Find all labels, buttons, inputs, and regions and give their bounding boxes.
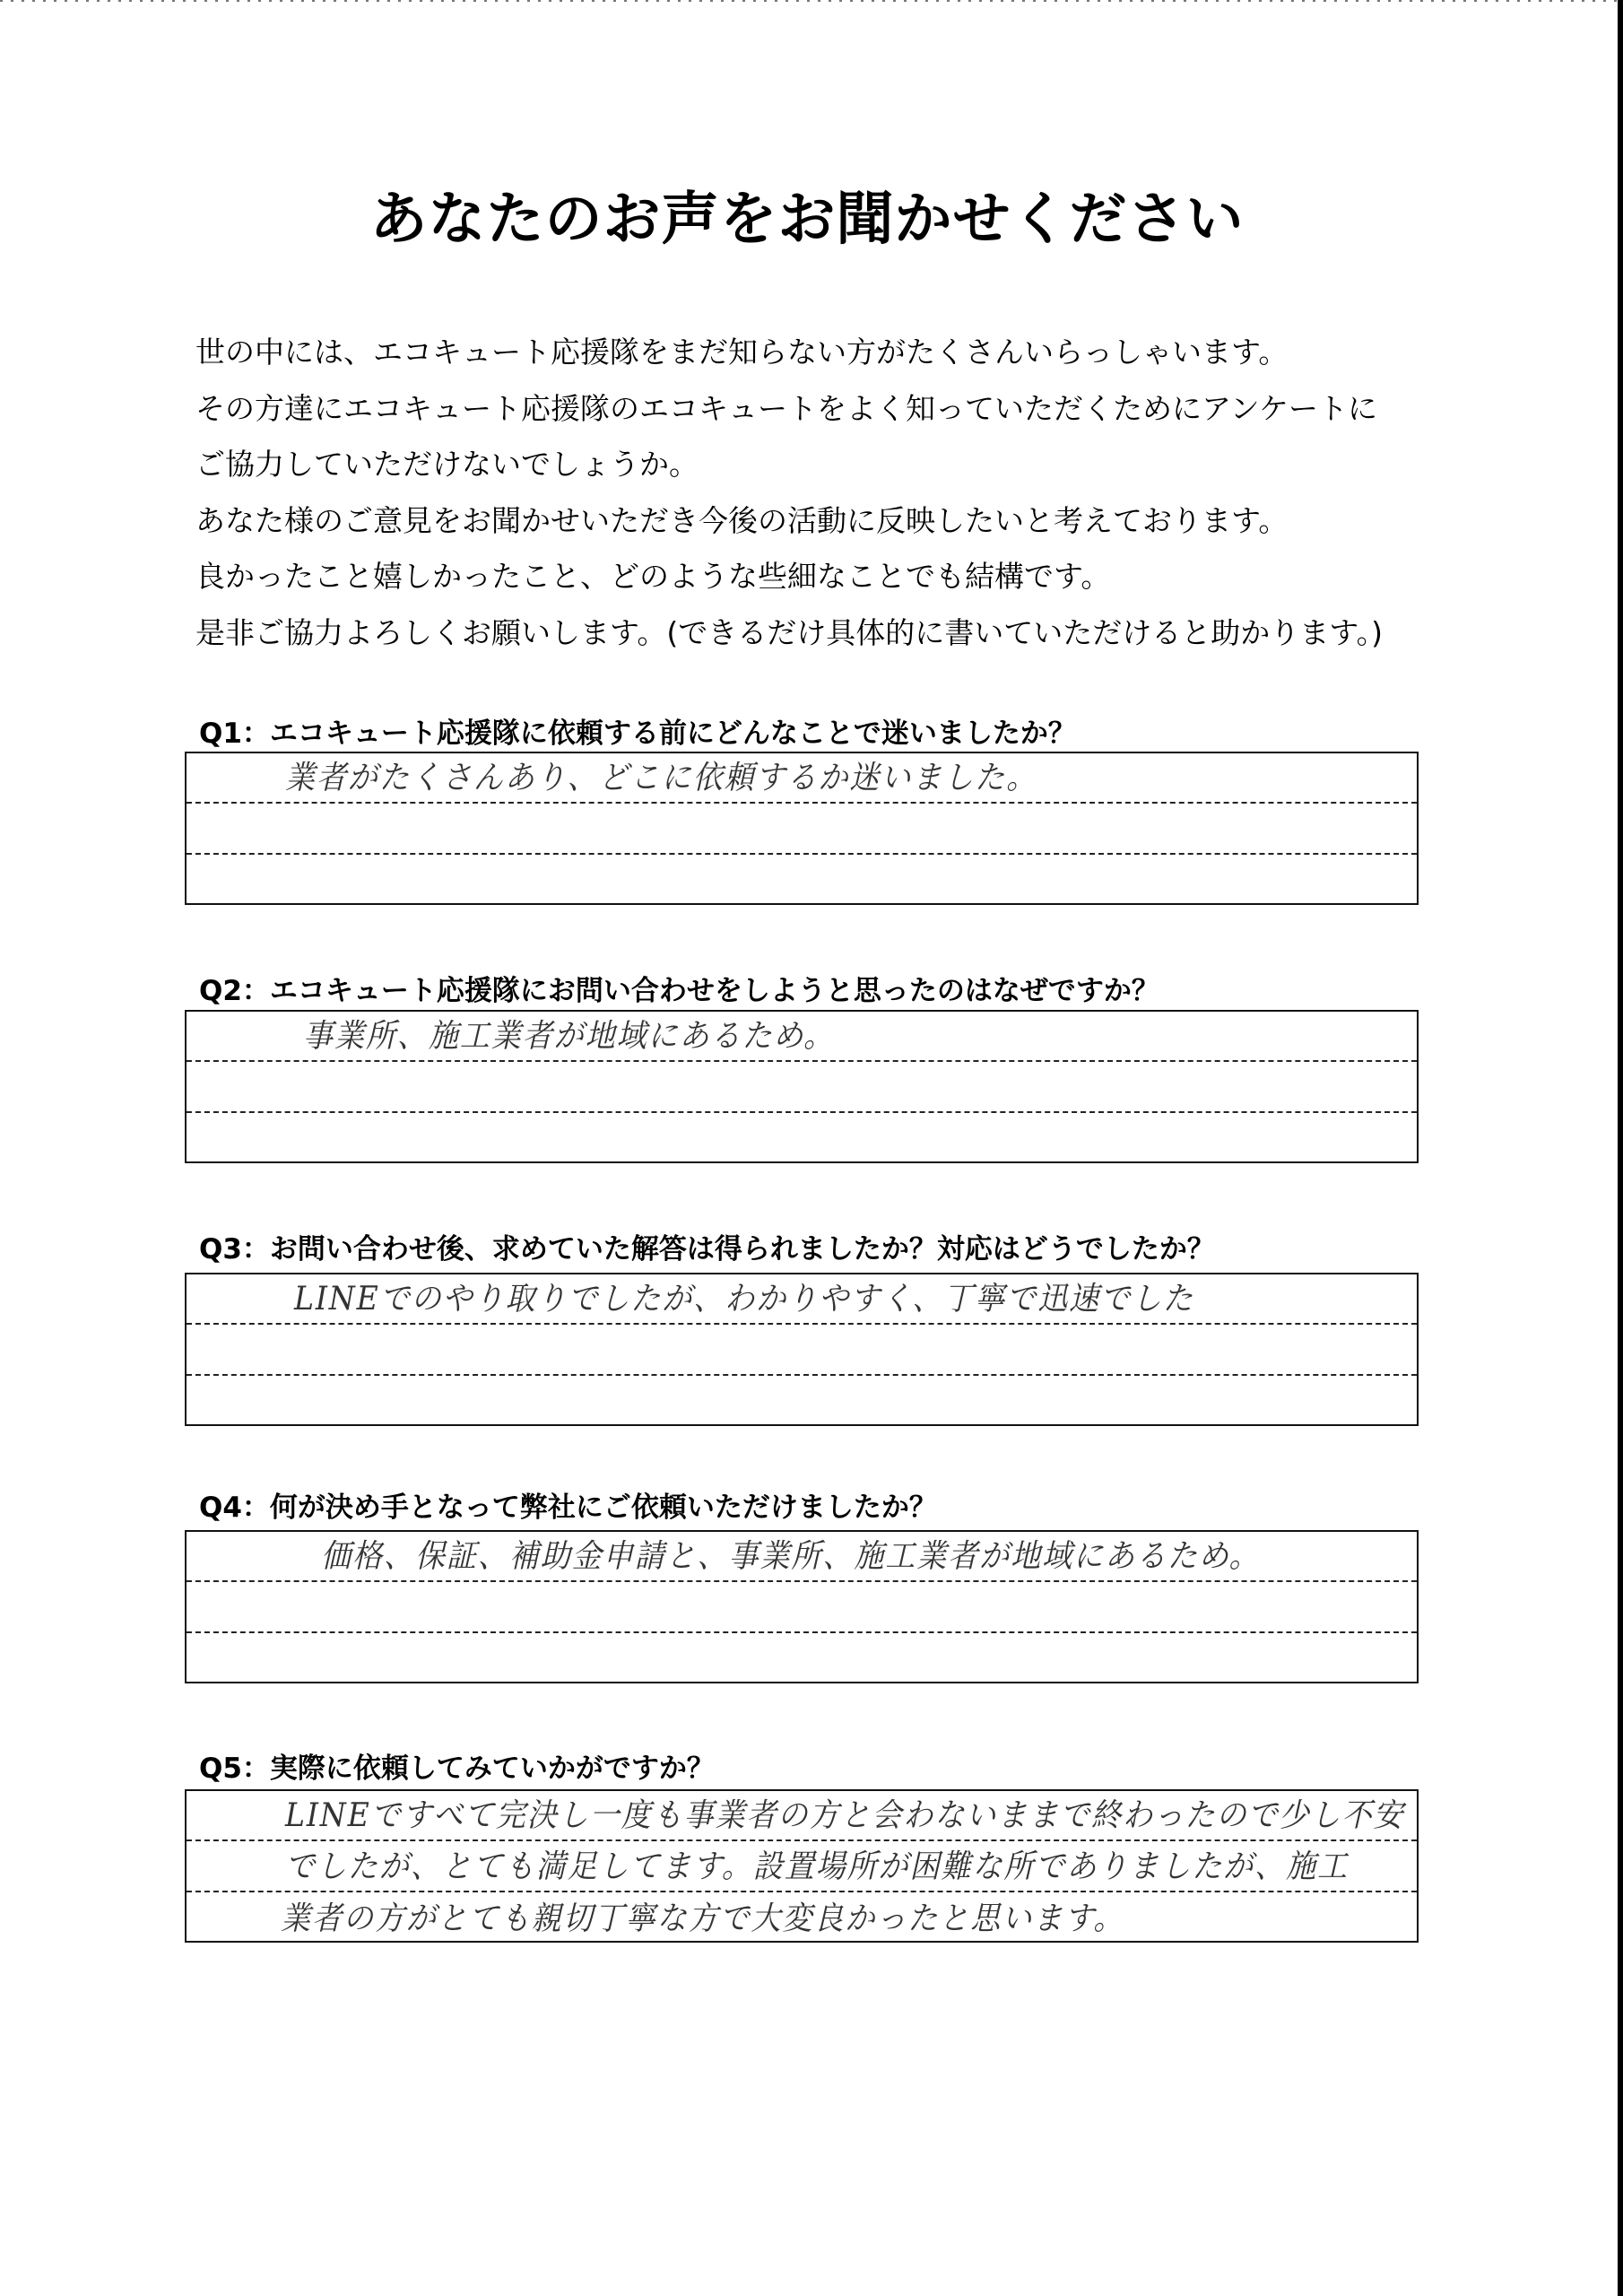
scan-right-edge [1618,0,1623,2296]
answer-line [187,1113,1417,1163]
handwritten-answer: 事業所、施工業者が地域にあるため。 [303,1018,835,1056]
handwritten-answer: 業者がたくさんあり、どこに依頼するか迷いました。 [285,760,1038,797]
answer-line [187,1841,1417,1892]
page-title: あなたのお声をお聞かせください [369,187,1245,253]
question-4-label: Q4：何が決め手となって弊社にご依頼いただけましたか？ [199,1492,937,1524]
handwritten-answer: LINEですべて完決し一度も事業者の方と会わないままで終わったので少し不安 [285,1797,1405,1835]
answer-line [187,753,1417,804]
question-5-label: Q5：実際に依頼してみていかがですか？ [199,1752,715,1785]
answer-line [187,1274,1417,1325]
question-2-label: Q2：エコキュート応援隊にお問い合わせをしようと思ったのはなぜですか？ [199,975,1159,1007]
handwritten-answer: 価格、保証、補助金申請と、事業所、施工業者が地域にあるため。 [321,1538,1261,1576]
question-3-label: Q3：お問い合わせ後、求めていた解答は得られましたか？対応はどうでしたか？ [199,1233,1215,1265]
intro-line: その方達にエコキュート応援隊のエコキュートをよく知っていただくためにアンケートに [195,390,1378,426]
answer-line [187,1791,1417,1841]
intro-line: 是非ご協力よろしくお願いします。(できるだけ具体的に書いていただけると助かります。) [195,614,1383,650]
intro-paragraph [195,325,1451,661]
answer-line [187,855,1417,905]
answer-line [187,1325,1417,1375]
answer-line [187,1532,1417,1582]
answer-line [187,1892,1417,1943]
answer-box-q4[interactable] [185,1530,1419,1683]
answer-box-q2[interactable] [185,1010,1419,1163]
answer-box-q3[interactable] [185,1273,1419,1426]
answer-line [187,804,1417,854]
answer-box-q5[interactable] [185,1789,1419,1943]
handwritten-answer: でしたが、とても満足してます。設置場所が困難な所でありましたが、施工 [285,1848,1349,1885]
intro-line: ご協力していただけないでしょうか。 [195,447,699,482]
answer-line [187,1633,1417,1683]
answer-line [187,1582,1417,1632]
intro-line: 世の中には、エコキュート応援隊をまだ知らない方がたくさんいらっしゃいます。 [195,335,1289,370]
answer-box-q1[interactable] [185,752,1419,905]
handwritten-answer: LINEでのやり取りでしたが、わかりやすく、丁寧で迅速でした [294,1281,1194,1318]
answer-line [187,1376,1417,1426]
answer-line [187,1012,1417,1062]
intro-line: 良かったこと嬉しかったこと、どのような些細なことでも結構です。 [195,559,1111,594]
question-1-label: Q1：エコキュート応援隊に依頼する前にどんなことで迷いましたか？ [199,718,1076,750]
intro-line: あなた様のご意見をお聞かせいただき今後の活動に反映したいと考えております。 [195,502,1289,538]
answer-line [187,1062,1417,1112]
handwritten-answer: 業者の方がとても親切丁寧な方で大変良かったと思います。 [281,1900,1125,1937]
scan-top-edge [0,0,1618,2]
